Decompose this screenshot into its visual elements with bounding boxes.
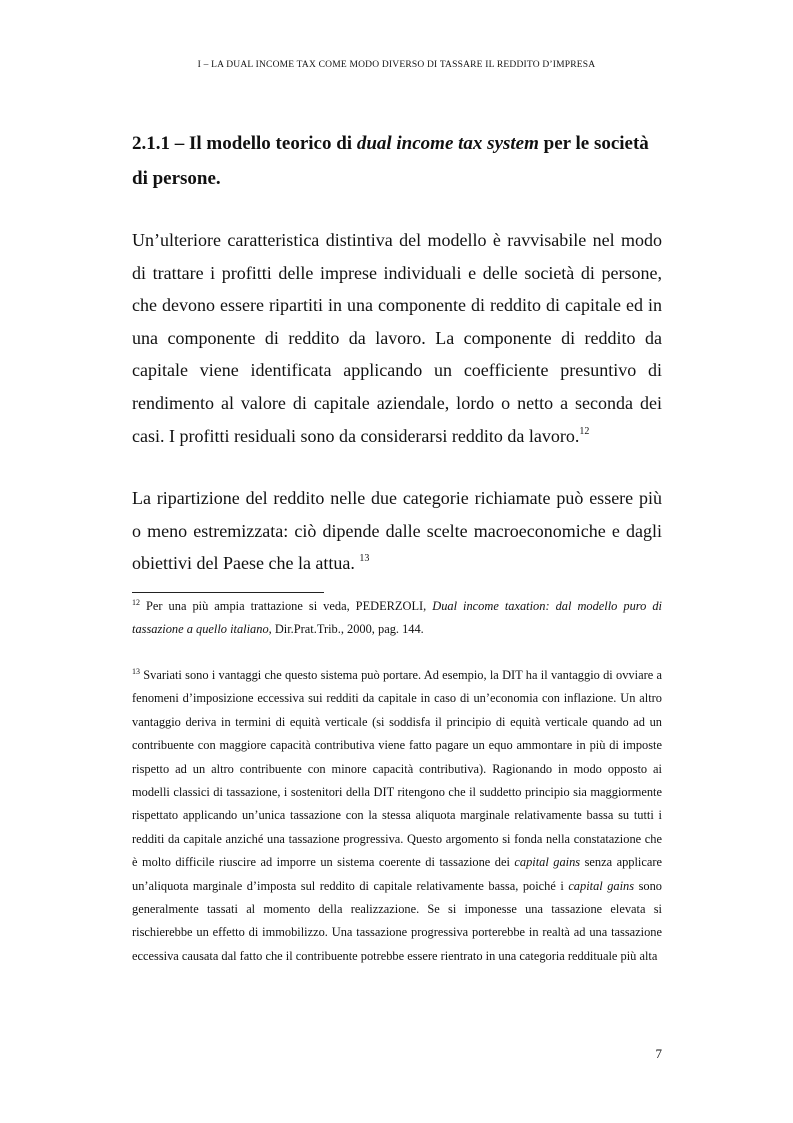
footnote-13-text-a: Svariati sono i vantaggi che questo sistema può portare. Ad esempio, la DIT ha il vantaggio di ovviare a fenomeni d’imposizione eccessiva sui redditi da capitale in caso di un’economia con inflazione. Un altro vantaggio deriva in termini di equità verticale (si soddisfa il principio di equità verticale quando ad un contribuente con maggiore capacità contributiva viene fatto pagare un equo ammontare in più di imposte rispetto ad un altro contribuente con minore capacità contributiva). Ragionando in modo opposto ai modelli classici di tassazione, i sostenitori della DIT ritengono che il suddetto principio sia maggiormente rispettato applicando un’unica tassazione con la stessa aliquota marginale relativamente bassa su tutti i redditi da capitale anziché una tassazione progressiva. Questo argomento si fonda nella constatazione che è molto difficile riuscire ad imporre un sistema coerente di tassazione dei [132, 668, 662, 870]
paragraph-1-text: Un’ulteriore caratteristica distintiva del modello è ravvisabile nel modo di trattare i profitti delle imprese individuali e delle società di persone, che devono essere ripartiti in una componente di reddito di capitale ed in una componente di reddito da lavoro. La componente di reddito da capitale viene identificata applicando un coefficiente presuntivo di rendimento al valore di capitale aziendale, lordo o netto a seconda dei casi. I profitti residuali sono da considerarsi reddito da lavoro. [132, 230, 662, 446]
page-number: 7 [655, 1046, 662, 1061]
section-number: 2.1.1 – Il modello teorico di [132, 133, 357, 154]
footnote-13-text-c: sono generalmente tassati al momento della realizzazione. Se si imponesse una tassazione elevata si rischierebbe un effetto di immobilizzo. Una tassazione progressiva porterebbe in realtà ad una tassazione eccessiva causata dal fatto che il contribuente potrebbe essere rientrato in una categoria reddituale più alta [132, 878, 662, 963]
footnote-13-italic-2: capital gains [568, 878, 635, 893]
footnote-12-number: 12 [132, 598, 140, 607]
paragraph-2 [132, 482, 662, 580]
footnote-13-number: 13 [132, 667, 140, 676]
footnote-12-text-b: , Dir.Prat.Trib., 2000, pag. 144. [268, 622, 424, 637]
section-title-rest: per le società di persone. [132, 133, 649, 189]
running-header: I – LA DUAL INCOME TAX COME MODO DIVERSO DI TASSARE IL REDDITO D’IMPRESA [197, 60, 596, 70]
section-title-italic: dual income tax system [356, 133, 539, 154]
paragraph-1 [132, 224, 662, 452]
footnote-12 [132, 595, 662, 642]
footnote-12-text-a: Per una più ampia trattazione si veda, PEDERZOLI, [140, 599, 433, 613]
footnote-ref-13[interactable]: 13 [359, 553, 370, 565]
paragraph-2-text: La ripartizione del reddito nelle due categorie richiamate può essere più o meno estremizzata: ciò dipende dalle scelte macroeconomiche e dagli obiettivi del Paese che la attua. [132, 488, 662, 574]
footnote-separator [132, 592, 324, 593]
section-title [132, 126, 662, 196]
footnote-13-text-b: senza applicare un’aliquota marginale d’imposta sul reddito di capitale relativamente bassa, poiché i [132, 855, 662, 893]
footnote-ref-12[interactable]: 12 [579, 425, 590, 437]
footnote-12-italic: Dual income taxation: dal modello puro di tassazione a quello italiano [132, 599, 662, 637]
footnote-13-italic-1: capital gains [514, 855, 581, 870]
footnote-13 [132, 664, 662, 968]
